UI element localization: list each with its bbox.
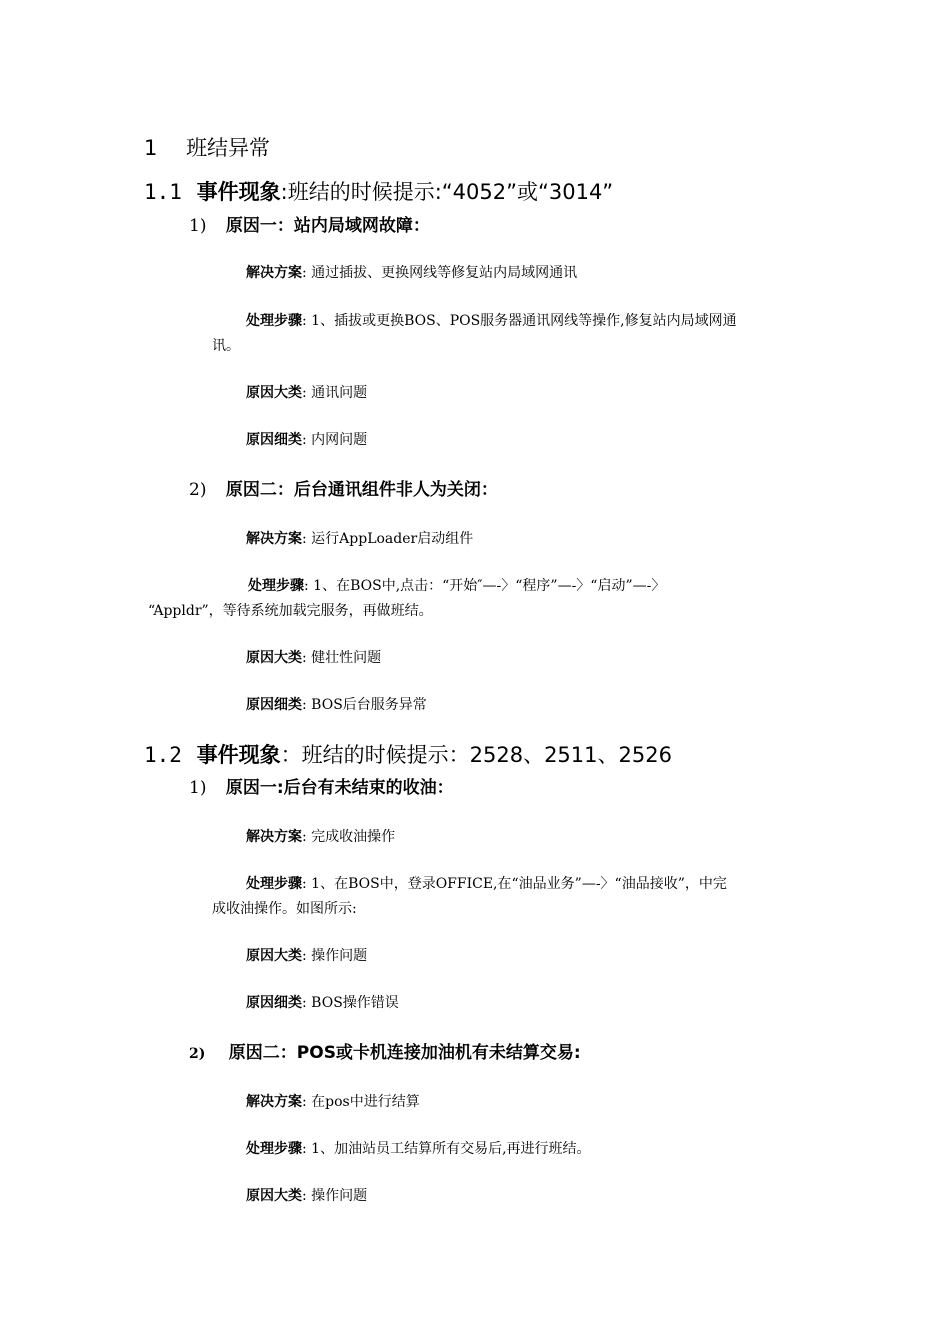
section-number: 1.2 bbox=[144, 743, 182, 767]
minor-cause-label: 原因细类 bbox=[246, 995, 302, 1011]
major-cause-text: : 通讯问题 bbox=[302, 385, 368, 401]
minor-cause-label: 原因细类 bbox=[246, 432, 302, 448]
major-cause-line bbox=[246, 646, 381, 670]
major-cause-text: : 健壮性问题 bbox=[302, 650, 382, 666]
section-title: 班结异常 bbox=[186, 136, 271, 160]
steps-line bbox=[246, 872, 727, 896]
major-cause-line bbox=[246, 944, 367, 968]
steps-text: : 1、在BOS中，登录OFFICE,在“油品业务”—-〉“油品接收”，中完 bbox=[302, 876, 727, 892]
solution-line bbox=[246, 1090, 420, 1114]
steps-line bbox=[248, 574, 665, 598]
minor-cause-text: : BOS后台服务异常 bbox=[302, 697, 427, 713]
steps-label: 处理步骤 bbox=[248, 578, 304, 594]
minor-cause-line bbox=[246, 991, 399, 1015]
solution-label: 解决方案 bbox=[246, 829, 302, 845]
major-cause-label: 原因大类 bbox=[246, 650, 302, 666]
solution-label: 解决方案 bbox=[246, 1094, 302, 1110]
cause-number: 2) bbox=[189, 1046, 206, 1062]
solution-line bbox=[246, 261, 577, 285]
solution-text: : 通过插拔、更换网线等修复站内局域网通讯 bbox=[302, 265, 578, 281]
cause-number: 1) bbox=[189, 778, 207, 798]
solution-text: : 运行AppLoader启动组件 bbox=[302, 531, 474, 547]
solution-line bbox=[246, 527, 473, 551]
steps-label: 处理步骤 bbox=[246, 313, 302, 329]
section-1-heading bbox=[144, 132, 270, 162]
event-text: :班结的时候提示:“4052”或“3014” bbox=[280, 180, 614, 204]
cause-2-1-heading bbox=[189, 773, 454, 798]
minor-cause-line bbox=[246, 428, 367, 452]
solution-label: 解决方案 bbox=[246, 265, 302, 281]
section-1-2-heading bbox=[144, 739, 672, 769]
minor-cause-line bbox=[246, 693, 427, 717]
minor-cause-label: 原因细类 bbox=[246, 697, 302, 713]
cause-title: 原因二：后台通讯组件非人为关闭： bbox=[225, 480, 498, 500]
steps-line bbox=[246, 1137, 591, 1161]
cause-title: 原因一：站内局域网故障： bbox=[225, 216, 430, 236]
cause-1-1-heading bbox=[189, 211, 430, 236]
cause-title: 原因一:后台有未结束的收油： bbox=[225, 778, 454, 798]
cause-number: 2) bbox=[189, 480, 207, 500]
major-cause-line bbox=[246, 381, 367, 405]
section-number: 1 bbox=[144, 136, 158, 160]
steps-continuation: 成收油操作。如图所示: bbox=[212, 901, 357, 917]
major-cause-line bbox=[246, 1184, 367, 1208]
steps-continuation: “Appldr”，等待系统加载完服务，再做班结。 bbox=[148, 603, 433, 619]
steps-text: : 1、加油站员工结算所有交易后,再进行班结。 bbox=[302, 1141, 591, 1157]
event-text: ：班结的时候提示：2528、2511、2526 bbox=[280, 743, 672, 767]
cause-title: 原因二：POS或卡机连接加油机有未结算交易: bbox=[228, 1043, 581, 1063]
solution-text: : 完成收油操作 bbox=[302, 829, 396, 845]
minor-cause-text: : BOS操作错误 bbox=[302, 995, 399, 1011]
major-cause-label: 原因大类 bbox=[246, 1188, 302, 1204]
cause-1-2-heading bbox=[189, 475, 498, 500]
major-cause-text: : 操作问题 bbox=[302, 1188, 368, 1204]
major-cause-label: 原因大类 bbox=[246, 385, 302, 401]
event-label: 事件现象 bbox=[196, 743, 281, 767]
section-1-1-heading bbox=[144, 176, 613, 206]
steps-label: 处理步骤 bbox=[246, 876, 302, 892]
solution-line bbox=[246, 825, 395, 849]
solution-label: 解决方案 bbox=[246, 531, 302, 547]
steps-line bbox=[246, 309, 737, 333]
steps-continuation: 讯。 bbox=[212, 338, 240, 354]
steps-text: : 1、插拔或更换BOS、POS服务器通讯网线等操作,修复站内局域网通 bbox=[302, 313, 737, 329]
event-label: 事件现象 bbox=[196, 180, 281, 204]
major-cause-label: 原因大类 bbox=[246, 948, 302, 964]
steps-label: 处理步骤 bbox=[246, 1141, 302, 1157]
minor-cause-text: : 内网问题 bbox=[302, 432, 368, 448]
cause-2-2-heading bbox=[189, 1038, 581, 1063]
cause-number: 1) bbox=[189, 216, 207, 236]
section-number: 1.1 bbox=[144, 180, 182, 204]
major-cause-text: : 操作问题 bbox=[302, 948, 368, 964]
steps-text: : 1、在BOS中,点击：“开始″—-〉“程序”—-〉“启动”—-〉 bbox=[304, 578, 666, 594]
solution-text: : 在pos中进行结算 bbox=[302, 1094, 420, 1110]
